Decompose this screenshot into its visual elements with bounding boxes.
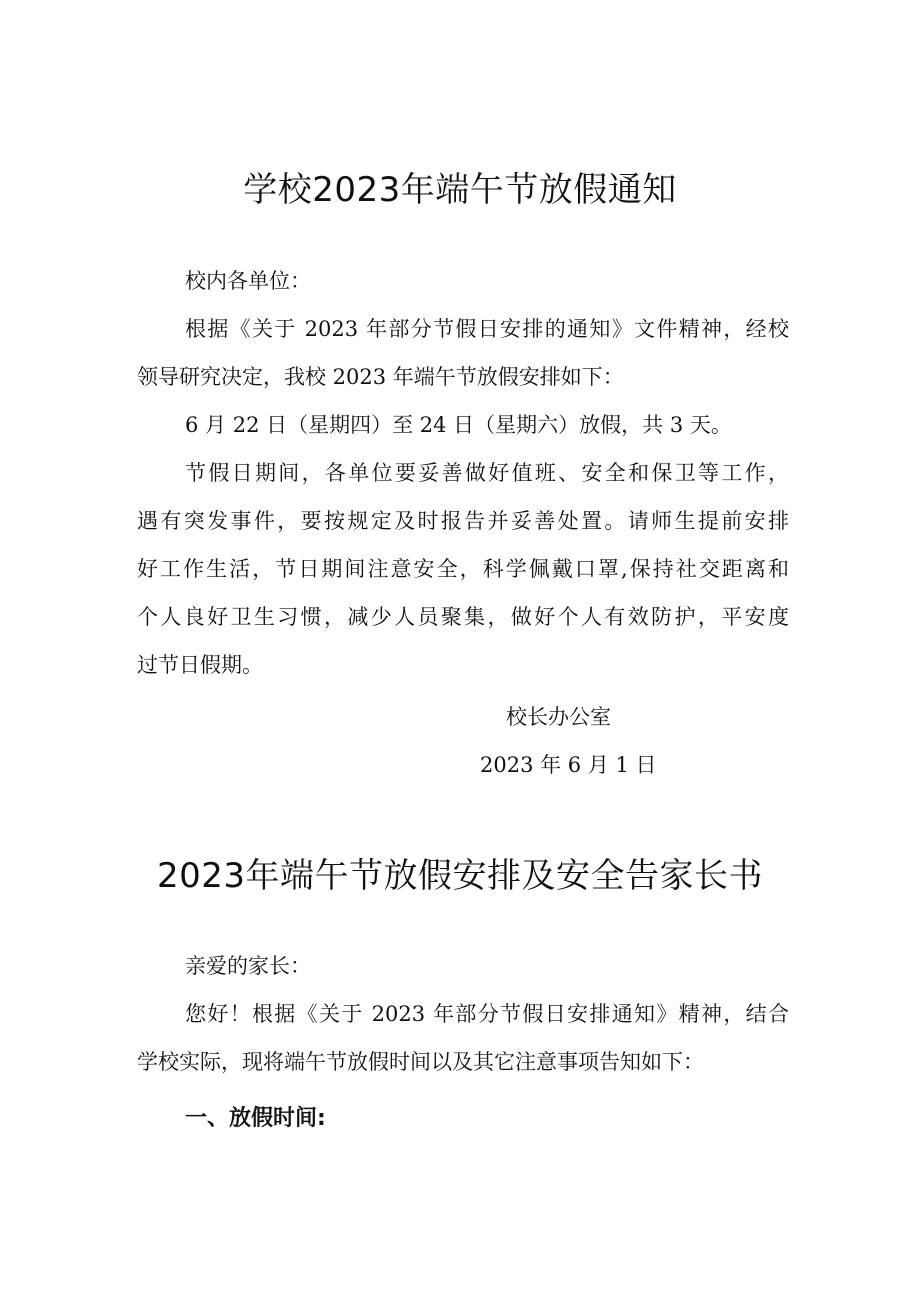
letter-section-heading: 一、放假时间:	[185, 1106, 326, 1131]
letter-title: 2023年端午节放假安排及安全告家长书	[156, 856, 764, 896]
notice-paragraph-line: 个人良好卫生习惯，减少人员聚集，做好个人有效防护，平安度	[137, 605, 789, 629]
letter-salutation: 亲爱的家长：	[185, 954, 311, 978]
notice-paragraph-line: 节假日期间，各单位要妥善做好值班、安全和保卫等工作，	[185, 461, 789, 485]
notice-paragraph-line: 遇有突发事件，要按规定及时报告并妥善处置。请师生提前安排	[137, 509, 789, 533]
notice-salutation: 校内各单位：	[185, 269, 311, 293]
notice-paragraph-line: 过节日假期。	[137, 653, 263, 677]
letter-paragraph-line: 您好！根据《关于 2023 年部分节假日安排通知》精神，结合	[185, 1002, 789, 1026]
notice-title: 学校2023年端午节放假通知	[243, 170, 677, 210]
notice-signature: 校长办公室	[506, 705, 611, 729]
notice-date: 2023 年 6 月 1 日	[480, 753, 657, 777]
notice-paragraph-line: 领导研究决定，我校 2023 年端午节放假安排如下：	[137, 365, 624, 389]
notice-holiday-dates: 6 月 22 日（星期四）至 24 日（星期六）放假，共 3 天。	[185, 413, 732, 437]
notice-paragraph-line: 根据《关于 2023 年部分节假日安排的通知》文件精神，经校	[185, 317, 789, 341]
notice-paragraph-line: 好工作生活，节日期间注意安全，科学佩戴口罩,保持社交距离和	[137, 557, 789, 581]
letter-paragraph-line: 学校实际，现将端午节放假时间以及其它注意事项告知如下：	[137, 1050, 704, 1074]
